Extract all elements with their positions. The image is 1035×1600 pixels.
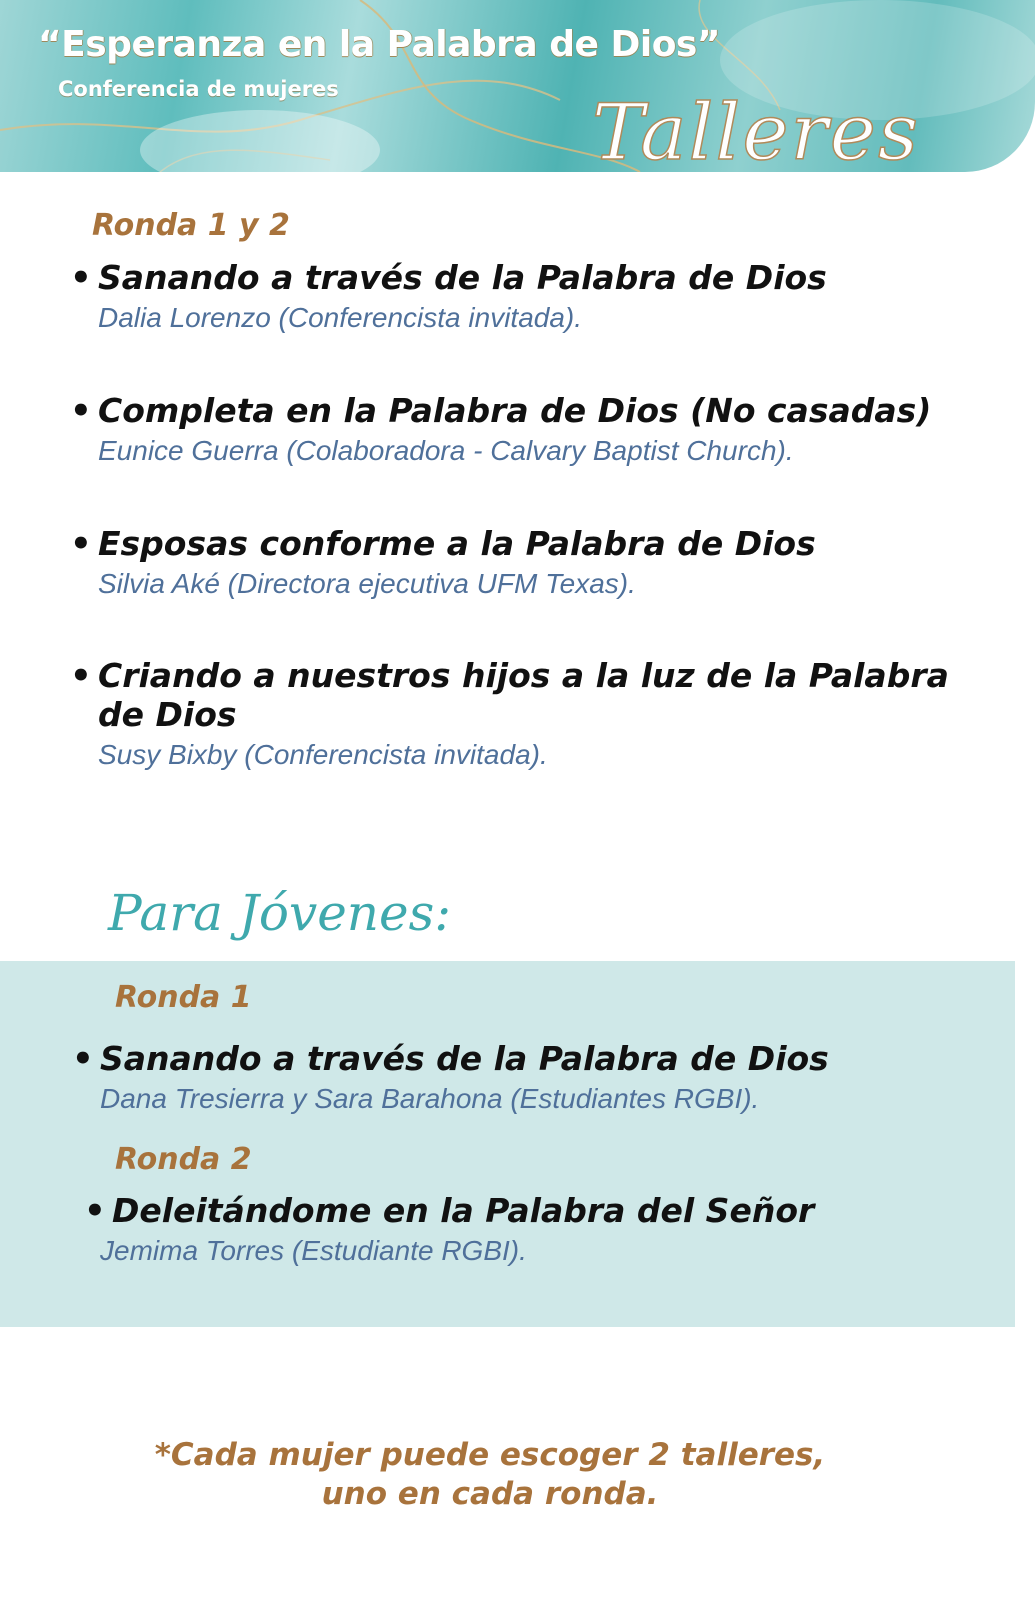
footnote-line-1: *Cada mujer puede escoger 2 talleres, xyxy=(154,1437,826,1473)
round-label-youth-2: Ronda 2 xyxy=(115,1142,252,1177)
workshop-speaker: Dalia Lorenzo (Conferencista invitada). xyxy=(98,302,583,333)
conference-title: “Esperanza en la Palabra de Dios” xyxy=(38,24,721,65)
list-item xyxy=(70,656,990,772)
list-item xyxy=(70,391,990,468)
workshop-title: Esposas conforme a la Palabra de Dios xyxy=(98,524,816,563)
list-item xyxy=(70,524,990,601)
footnote xyxy=(0,1436,980,1514)
workshop-title: Sanando a través de la Palabra de Dios xyxy=(100,1039,829,1078)
workshop-speaker: Jemima Torres (Estudiante RGBI). xyxy=(100,1235,527,1266)
list-item xyxy=(70,258,990,335)
list-item xyxy=(84,1191,1004,1268)
workshop-title: Sanando a través de la Palabra de Dios xyxy=(98,258,827,297)
bullet: • xyxy=(70,391,92,431)
bullet: • xyxy=(70,524,92,564)
list-item xyxy=(72,1039,992,1116)
bullet: • xyxy=(84,1191,106,1231)
workshop-speaker: Dana Tresierra y Sara Barahona (Estudiantes RGBI). xyxy=(100,1083,760,1114)
youth-heading: Para Jóvenes: xyxy=(108,884,452,942)
workshop-title: Deleitándome en la Palabra del Señor xyxy=(112,1191,815,1230)
round-label-youth-1: Ronda 1 xyxy=(115,980,252,1015)
bullet: • xyxy=(70,258,92,298)
bullet: • xyxy=(72,1039,94,1079)
footnote-line-2: uno en cada ronda. xyxy=(321,1476,659,1512)
workshop-title: Criando a nuestros hijos a la luz de la Palabra de Dios xyxy=(98,656,949,734)
workshop-speaker: Silvia Aké (Directora ejecutiva UFM Texas). xyxy=(98,568,636,599)
workshop-title: Completa en la Palabra de Dios (No casadas) xyxy=(98,391,932,430)
workshops-script-title: Talleres xyxy=(592,88,920,178)
workshop-speaker: Eunice Guerra (Colaboradora - Calvary Baptist Church). xyxy=(98,435,794,466)
workshop-speaker: Susy Bixby (Conferencista invitada). xyxy=(98,739,548,770)
conference-subtitle: Conferencia de mujeres xyxy=(58,77,339,101)
bullet: • xyxy=(70,656,92,696)
round-label-women: Ronda 1 y 2 xyxy=(92,208,290,243)
